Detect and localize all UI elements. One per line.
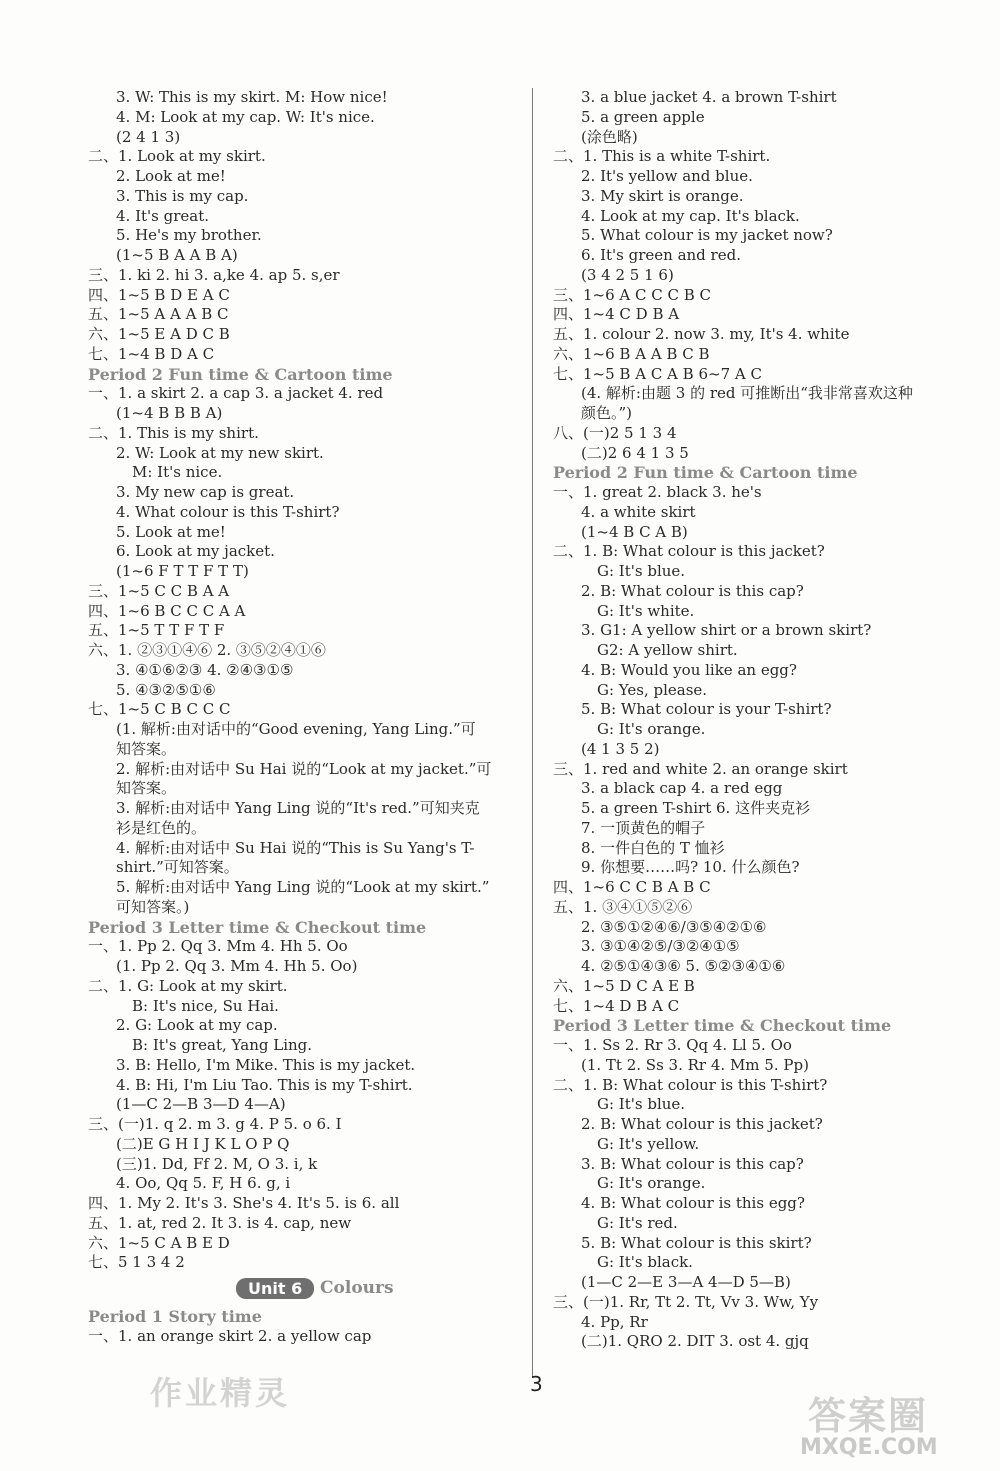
answer-line: G: It's black. [597,1253,693,1272]
answer-line: (1. Tt 2. Ss 3. Rr 4. Mm 5. Pp) [581,1055,809,1074]
column-divider [532,88,533,1378]
answer-line: 七、5 1 3 4 2 [88,1253,185,1272]
answer-line: (二)2 6 4 1 3 5 [581,443,689,462]
answer-line: 三、(一)1. Rr, Tt 2. Tt, Vv 3. Ww, Yy [553,1292,819,1311]
answer-line: 3. a blue jacket 4. a brown T-shirt [581,88,837,106]
answer-line: 知答案。 [116,779,177,798]
answer-line: 七、1~5 B A C A B 6~7 A C [553,364,762,383]
answer-line: 一、1. great 2. black 3. he's [553,483,762,501]
answer-line: (1~6 F T T F T T) [116,562,249,580]
answer-line: (涂色略) [581,127,638,146]
period-heading: Period 2 Fun time & Cartoon time [553,463,858,483]
answer-line: B: It's nice, Su Hai. [132,996,279,1015]
answer-line: 6. It's green and red. [581,246,741,264]
answer-line: 2. ③⑤①②④⑥/③⑤④②①⑥ [581,917,767,936]
answer-line: 3. 解析:由对话中 Yang Ling 说的“It's red.”可知夹克 [116,799,480,817]
answer-line: shirt.”可知答案。 [116,858,239,877]
period-heading: Period 2 Fun time & Cartoon time [88,364,393,384]
answer-line: 3. My new cap is great. [116,483,295,501]
answer-line: (1—C 2—E 3—A 4—D 5—B) [581,1273,791,1291]
answer-line: 一、1. Ss 2. Rr 3. Qq 4. Ll 5. Oo [553,1036,792,1054]
answer-line: (1—C 2—B 3—D 4—A) [116,1095,286,1114]
answer-line: 五、1~5 A A A B C [88,305,229,324]
answer-line: 四、1~6 C C B A B C [553,878,711,896]
answer-line: 一、1. an orange skirt 2. a yellow cap [88,1326,372,1345]
answer-line: 3. This is my cap. [116,186,249,205]
answer-line: 六、1~6 B A A B C B [553,344,710,363]
answer-line: 2. B: What colour is this jacket? [581,1115,823,1133]
answer-line: G: It's orange. [597,720,706,738]
answer-line: G2: A yellow shirt. [597,641,738,659]
answer-line: 8. 一件白色的 T 恤衫 [581,838,725,857]
answer-line: (二)1. QRO 2. DIT 3. ost 4. gjq [581,1332,809,1351]
unit-badge: Unit 6 [236,1278,314,1299]
answer-line: 五、1~5 T T F T F [88,621,225,640]
answer-line: 七、1~4 D B A C [553,996,680,1015]
answer-line: G: It's orange. [597,1174,706,1193]
answer-line: 3. B: What colour is this cap? [581,1154,804,1173]
answer-line: (3 4 2 5 1 6) [581,265,674,284]
answer-line: 3. a black cap 4. a red egg [581,779,783,798]
answer-line: 一、1. Pp 2. Qq 3. Mm 4. Hh 5. Oo [88,937,348,956]
answer-line: 5. a green apple [581,107,705,126]
answer-line: 二、1. This is my shirt. [88,423,259,442]
answer-line: 七、1~5 C B C C C [88,700,231,719]
answer-line: 2. W: Look at my new skirt. [116,443,324,462]
answer-line: 三、1~6 A C C C B C [553,285,712,304]
answer-line: 可知答案。) [116,897,190,916]
answer-line: G: It's blue. [597,1095,686,1114]
answer-line: 四、1~6 B C C C A A [88,601,246,620]
answer-line: 3. My skirt is orange. [581,186,744,205]
answer-line: 2. It's yellow and blue. [581,167,753,185]
answer-line: 五、1. at, red 2. It 3. is 4. cap, new [88,1213,352,1232]
answer-line: 3. B: Hello, I'm Mike. This is my jacket. [116,1055,416,1074]
answer-line: (二)E G H I J K L O P Q [116,1134,290,1153]
answer-line: (1~5 B A A B A) [116,246,238,264]
answer-line: 3. ④①⑥②③ 4. ②④③①⑤ [116,660,294,679]
answer-line: 四、1. My 2. It's 3. She's 4. It's 5. is 6. all [88,1194,400,1212]
answer-line: (4 1 3 5 2) [581,739,660,758]
answer-line: 五、1. colour 2. now 3. my, It's 4. white [553,325,850,343]
answer-line: (1. 解析:由对话中的“Good evening, Yang Ling.”可 [116,720,476,738]
answer-line: 4. B: Hi, I'm Liu Tao. This is my T-shirt. [116,1075,413,1094]
period-heading: Period 3 Letter time & Checkout time [553,1016,892,1036]
answer-line: 4. Oo, Qq 5. F, H 6. g, i [116,1174,291,1193]
answer-line: G: It's yellow. [597,1134,700,1153]
answer-line: 二、1. Look at my skirt. [88,147,266,166]
answer-line: 2. B: What colour is this cap? [581,581,804,600]
unit-title: Colours [320,1278,394,1298]
period-heading: Period 1 Story time [88,1307,262,1326]
answer-line: (4. 解析:由题 3 的 red 可推断出“我非常喜欢这种 [581,384,913,403]
answer-line: 四、1~5 B D E A C [88,285,230,304]
answer-line: (1. Pp 2. Qq 3. Mm 4. Hh 5. Oo) [116,957,358,975]
answer-line: 6. Look at my jacket. [116,542,275,561]
answer-line: 知答案。 [116,739,177,758]
answer-line: M: It's nice. [132,463,223,482]
watermark-right: 答案圈 [808,1393,929,1438]
answer-line: 五、1. ③④①⑤②⑥ [553,897,693,916]
answer-line: G: It's white. [597,601,695,620]
answer-line: 4. B: What colour is this egg? [581,1194,805,1212]
watermark-left: 作业精灵 [150,1374,291,1412]
answer-line: 5. ④③②⑤①⑥ [116,680,216,699]
left-column [88,88,518,1347]
answer-line: (1~4 B B B A) [116,404,223,422]
answer-line: (三)1. Dd, Ff 2. M, O 3. i, k [116,1154,318,1173]
answer-line: G: It's blue. [597,562,686,580]
answer-line: 4. It's great. [116,206,210,225]
answer-line: 四、1~4 C D B A [553,305,680,324]
answer-line: 4. Pp, Rr [581,1312,648,1331]
answer-line: 六、1~5 E A D C B [88,325,230,343]
answer-line: B: It's great, Yang Ling. [132,1036,313,1054]
answer-line: 3. ③①④②⑤/③②④①⑤ [581,937,740,956]
answer-line: 衫是红色的。 [116,818,207,837]
answer-line: 9. 你想要……吗? 10. 什么颜色? [581,858,800,877]
answer-line: 7. 一顶黄色的帽子 [581,818,706,837]
answer-line: (1~4 B C A B) [581,522,688,541]
answer-line: 六、1. ②③①④⑥ 2. ③⑤②④①⑥ [88,641,326,659]
answer-line: 5. Look at me! [116,522,226,541]
period-heading: Period 3 Letter time & Checkout time [88,917,427,937]
answer-line: 三、1. red and white 2. an orange skirt [553,759,848,778]
answer-line: 二、1. B: What colour is this T-shirt? [553,1075,828,1094]
answer-line: G: Yes, please. [597,680,708,699]
page-number: 3 [530,1372,543,1396]
answer-line: 八、(一)2 5 1 3 4 [553,423,677,442]
answer-line: 3. W: This is my skirt. M: How nice! [116,88,388,106]
right-answer-lines [553,88,973,1352]
answer-line: 二、1. B: What colour is this jacket? [553,542,825,561]
answer-line: 二、1. This is a white T-shirt. [553,147,771,166]
answer-line: 七、1~4 B D A C [88,344,215,363]
answer-line: 三、1~5 C C B A A [88,581,230,600]
answer-line: 2. 解析:由对话中 Su Hai 说的“Look at my jacket.”可 [116,759,492,778]
answer-line: 一、1. a skirt 2. a cap 3. a jacket 4. red [88,384,384,403]
answer-line: 4. B: Would you like an egg? [581,660,797,679]
answer-line: 三、(一)1. q 2. m 3. g 4. P 5. o 6. I [88,1115,342,1133]
answer-line: 4. M: Look at my cap. W: It's nice. [116,107,375,126]
answer-line: 5. a green T-shirt 6. 这件夹克衫 [581,799,811,817]
answer-line: 4. ②⑤①④③⑥ 5. ⑤②③④①⑥ [581,957,786,975]
answer-line: 2. Look at me! [116,167,226,185]
answer-line: 三、1. ki 2. hi 3. a,ke 4. ap 5. s,er [88,265,340,284]
answer-line: 六、1~5 D C A E B [553,976,695,995]
answer-line: 5. What colour is my jacket now? [581,226,833,245]
answer-line: 4. a white skirt [581,502,696,521]
right-column [553,88,973,1352]
answer-line: 5. 解析:由对话中 Yang Ling 说的“Look at my skirt.” [116,878,490,896]
left-answer-lines-after-unit [88,1307,518,1347]
answer-line: 颜色。”) [581,404,633,422]
answer-line: 六、1~5 C A B E D [88,1233,230,1252]
answer-line: 4. 解析:由对话中 Su Hai 说的“This is Su Yang's T- [116,838,475,857]
answer-line: G: It's red. [597,1213,678,1232]
answer-line: 2. G: Look at my cap. [116,1016,278,1035]
answer-line: 5. B: What colour is this skirt? [581,1233,812,1252]
watermark-url: MXQE.COM [800,1435,938,1460]
answer-line: 4. What colour is this T-shirt? [116,502,340,521]
answer-line: 3. G1: A yellow shirt or a brown skirt? [581,621,872,640]
unit-heading [88,1275,518,1305]
answer-line: 4. Look at my cap. It's black. [581,206,800,225]
answer-line: 二、1. G: Look at my skirt. [88,976,288,995]
answer-line: 5. He's my brother. [116,226,262,245]
left-answer-lines [88,88,518,1273]
answer-line: (2 4 1 3) [116,127,181,146]
answer-line: 5. B: What colour is your T-shirt? [581,700,832,719]
